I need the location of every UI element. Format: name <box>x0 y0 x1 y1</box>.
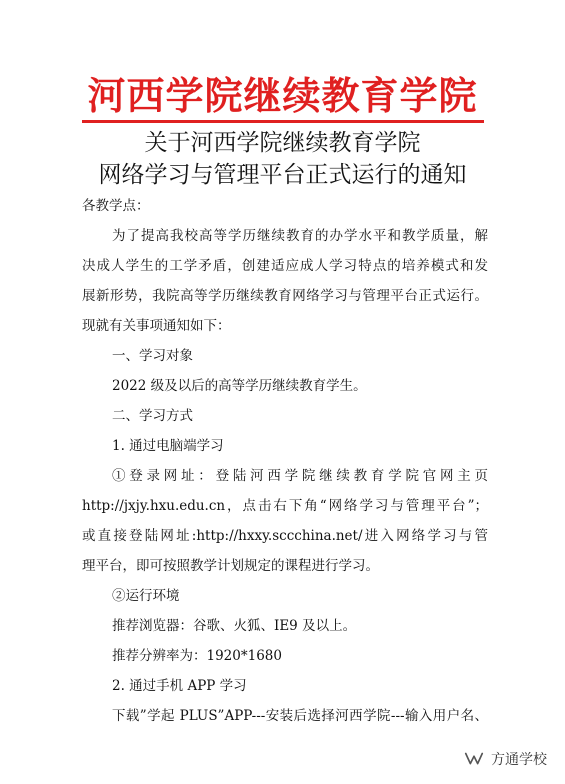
paragraph-line: 理平台，即可按照教学计划规定的课程进行学习。 <box>82 558 379 574</box>
paragraph-line: http://jxjy.hxu.edu.cn，点击右下角“网络学习与管理平台”； <box>82 498 488 514</box>
browser-recommendation: 推荐浏览器：谷歌、火狐、IE9 及以上。 <box>112 618 357 634</box>
salutation: 各教学点： <box>82 198 150 214</box>
notice-title-line2: 网络学习与管理平台正式运行的通知 <box>98 162 467 188</box>
paragraph-line: 为了提高我校高等学历继续教育的办学水平和教学质量，解 <box>112 228 488 244</box>
wechat-channel-icon <box>463 748 485 770</box>
section-body: 2022 级及以后的高等学历继续教育学生。 <box>112 378 367 394</box>
paragraph-line: 或直接登陆网址:http://hxxy.sccchina.net/进入网络学习与管 <box>82 528 488 544</box>
watermark-label: 方通学校 <box>491 752 547 768</box>
paragraph-line: 下载”学起 PLUS”APP---安装后选择河西学院---输入用户名、 <box>112 708 488 724</box>
resolution-recommendation: 推荐分辨率为：1920*1680 <box>112 648 282 664</box>
section-heading: 一、学习对象 <box>112 348 193 364</box>
paragraph-line: 决成人学生的工学矛盾，创建适应成人学习特点的培养模式和发 <box>82 258 488 274</box>
list-item: 1. 通过电脑端学习 <box>112 438 224 454</box>
document-header-rule <box>82 120 484 123</box>
notice-title-line1: 关于河西学院继续教育学院 <box>144 130 421 156</box>
document-header-title: 河西学院继续教育学院 <box>87 73 478 118</box>
watermark <box>463 748 547 770</box>
list-item: 2. 通过手机 APP 学习 <box>112 678 247 694</box>
section-heading: 二、学习方式 <box>112 408 193 424</box>
subsection-heading: ②运行环境 <box>112 588 180 604</box>
paragraph-line: ①登录网址：登陆河西学院继续教育学院官网主页 <box>112 468 488 484</box>
paragraph-line: 展新形势，我院高等学历继续教育网络学习与管理平台正式运行。 <box>82 288 488 304</box>
paragraph-line: 现就有关事项通知如下： <box>82 318 231 334</box>
